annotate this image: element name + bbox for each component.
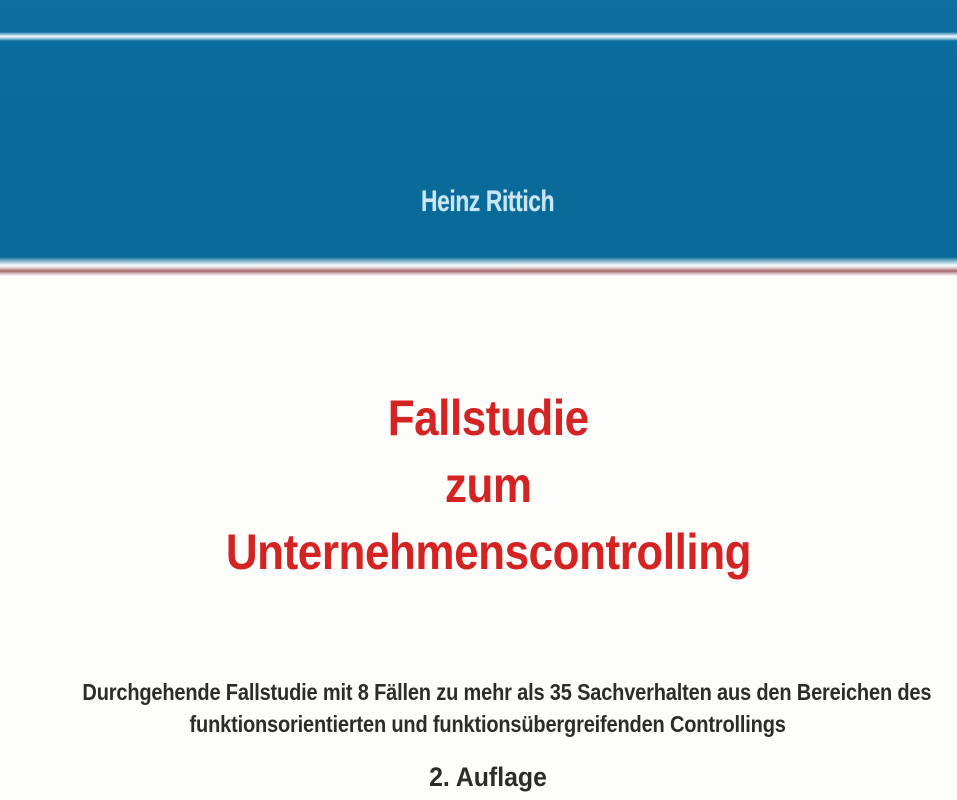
edition-label: 2. Auflage (429, 762, 547, 792)
header-gloss-line (0, 32, 957, 41)
edition-row (0, 762, 957, 797)
title-text-2: zum (444, 457, 532, 513)
author-name: Heinz Rittich (421, 185, 555, 218)
title-line-1 (19, 391, 957, 458)
author-row (0, 187, 957, 222)
subtitle-line-1 (19, 678, 957, 710)
subtitle-line-2 (19, 710, 957, 742)
title-line-3 (19, 525, 957, 592)
title-line-2 (19, 458, 957, 525)
subtitle-block (0, 678, 957, 742)
subtitle-text-2: funktionsorientierten und funktionsübergreifenden Controllings (189, 711, 787, 737)
header-band (0, 0, 957, 257)
title-text-3: Unternehmenscontrolling (225, 524, 751, 580)
title-text-1: Fallstudie (387, 390, 589, 446)
red-separator-rule (0, 266, 957, 276)
subtitle-text-1: Durchgehende Fallstudie mit 8 Fällen zu mehr als 35 Sachverhalten aus den Bereichen des (82, 679, 932, 705)
title-block (0, 391, 957, 592)
